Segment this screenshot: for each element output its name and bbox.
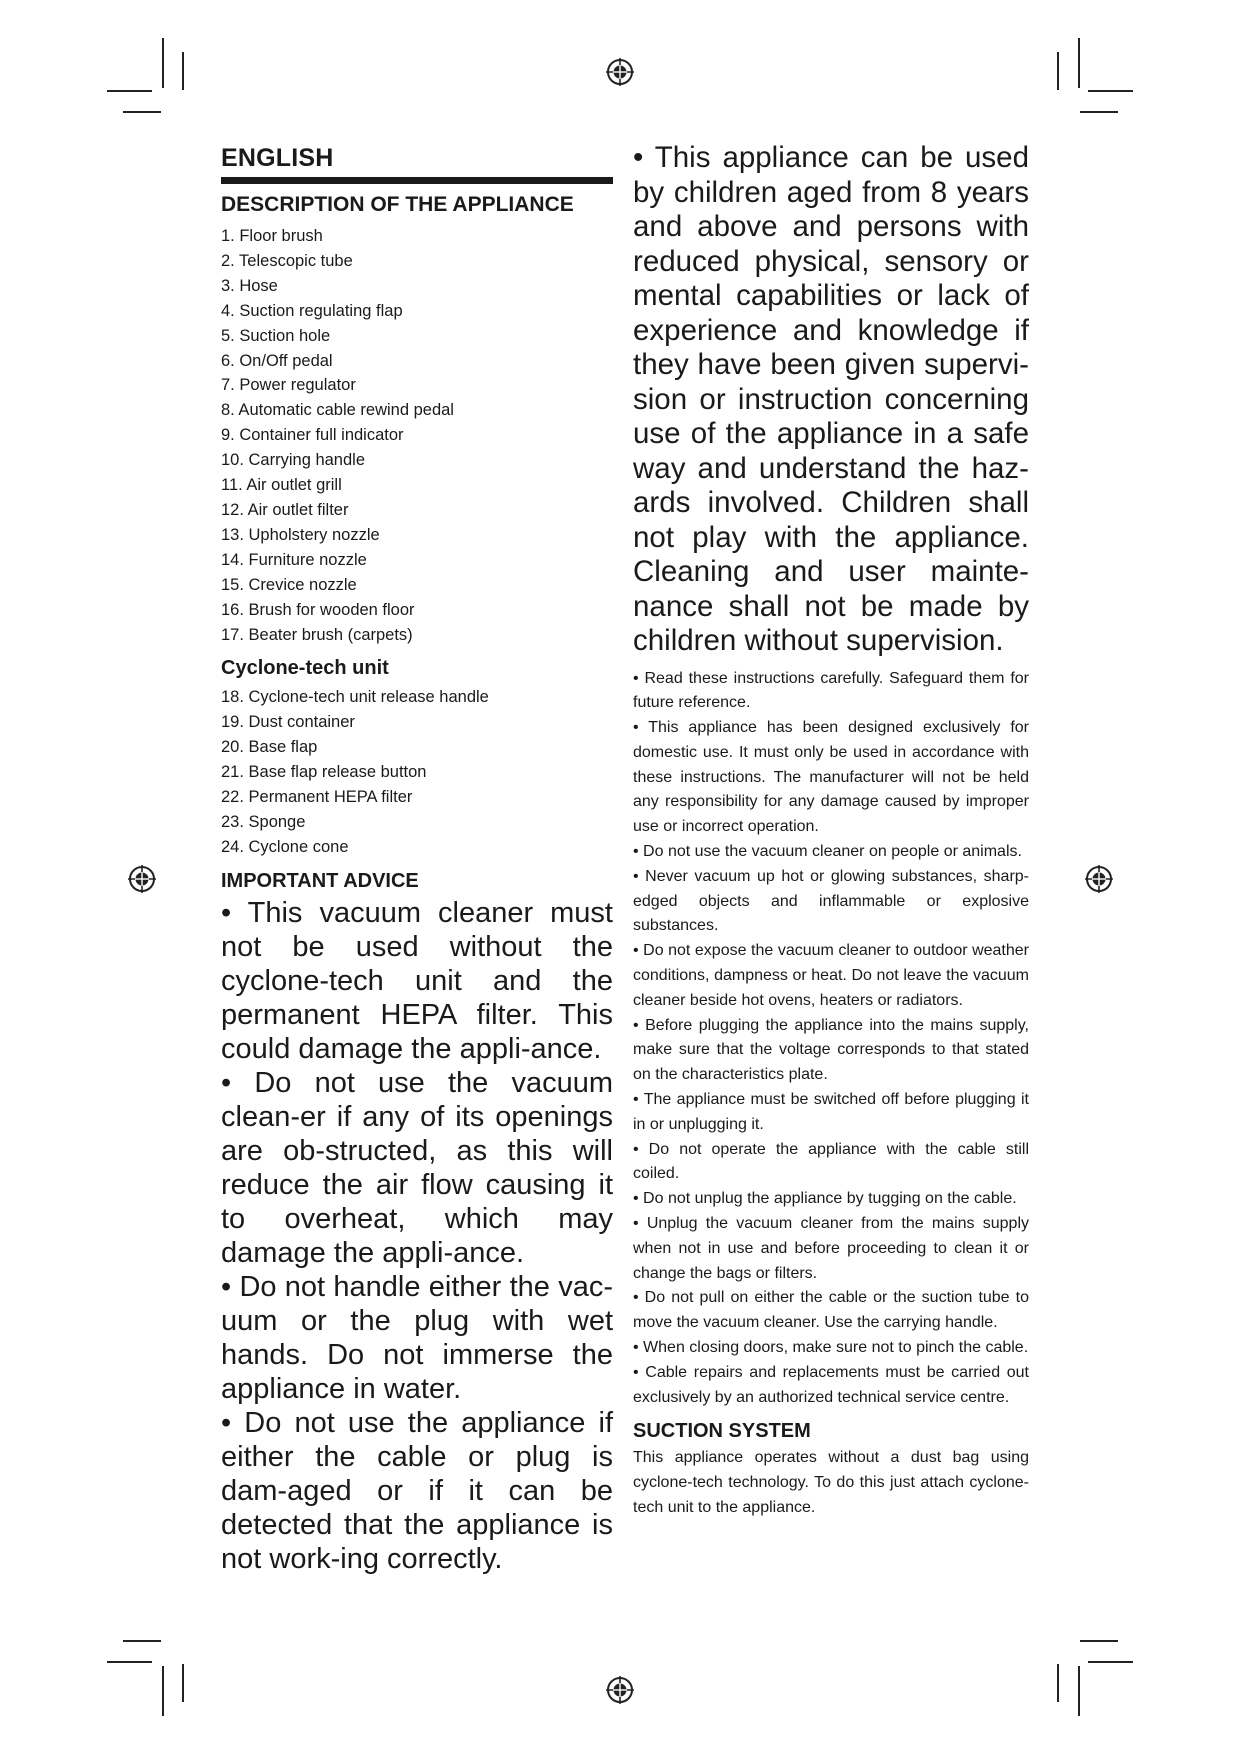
registration-mark-icon [1085,865,1113,893]
registration-mark-icon [606,1676,634,1704]
list-item: 5. Suction hole [221,326,331,345]
list-item: 16. Brush for wooden floor [221,600,415,619]
list-item: 8. Automatic cable rewind pedal [221,401,454,420]
cyclone-heading: Cyclone-tech unit [221,657,389,680]
list-item: 22. Permanent HEPA filter [221,788,413,807]
safety-item: • Unplug the vacuum cleaner from the mains supply when not in use and before proceeding to clean it or change the bags or filters. [633,1215,1029,1282]
safety-item: • Do not operate the appliance with the cable still coiled. [633,1140,1029,1183]
cyclone-parts-list [221,685,613,859]
safety-item: • Do not use the vacuum cleaner on people or animals. [633,843,1022,861]
list-item: 14. Furniture nozzle [221,550,367,569]
list-item: 24. Cyclone cone [221,837,349,856]
safety-item: • Do not expose the vacuum cleaner to outdoor weather conditions, dampness or heat. Do not leave the vacuum cleaner beside hot ovens, heaters or radiators. [633,942,1029,1009]
list-item: 1. Floor brush [221,227,323,245]
list-item: 21. Base flap release button [221,763,427,782]
list-item: 6. On/Off pedal [221,351,333,370]
list-item: 15. Crevice nozzle [221,575,357,594]
list-item: 7. Power regulator [221,376,356,395]
list-item: 10. Carrying handle [221,451,366,470]
safety-item: • This appliance has been designed exclusively for domestic use. It must only be used in accordance with these instructions. The manufacturer will not be held any responsibility for any damage caused by improper use or incorrect operation. [633,719,1029,836]
list-item: 13. Upholstery nozzle [221,525,380,544]
safety-item: • Read these instructions carefully. Safeguard them for future reference. [633,669,1029,712]
advice-paragraph: • Do not use the vacuum clean-er if any of its openings are ob-structed, as this will reduce the air flow causing it to overheat, which may damage the appli-ance. [221,1066,613,1269]
safety-item: • Before plugging the appliance into the mains supply, make sure that the voltage corresponds to that stated on the characteristics plate. [633,1016,1029,1084]
list-item: 3. Hose [221,276,278,295]
list-item: 12. Air outlet filter [221,500,349,519]
list-item: 11. Air outlet grill [221,476,342,495]
list-item: 23. Sponge [221,812,306,831]
advice-heading: IMPORTANT ADVICE [221,869,419,892]
right-column [633,141,1029,1521]
safety-item: • Do not pull on either the cable or the suction tube to move the vacuum cleaner. Use the carrying handle. [633,1289,1029,1332]
safety-item: • When closing doors, make sure not to pinch the cable. [633,1339,1029,1357]
list-item: 19. Dust container [221,713,355,732]
list-item: 2. Telescopic tube [221,251,353,270]
parts-list [221,224,613,647]
safety-item: • Cable repairs and replacements must be carried out exclusively by an authorized technical service centre. [633,1363,1029,1406]
list-item: 9. Container full indicator [221,426,404,445]
registration-mark-icon [128,865,156,893]
list-item: 20. Base flap [221,738,318,757]
suction-text: This appliance operates without a dust bag using cyclone-tech technology. To do this just attach cyclone-tech unit to the appliance. [633,1449,1029,1516]
list-item: 17. Beater brush (carpets) [221,625,413,644]
description-heading: DESCRIPTION OF THE APPLIANCE [221,193,574,216]
suction-heading: SUCTION SYSTEM [633,1420,811,1443]
heading-rule [221,177,613,184]
advice-paragraph: • This vacuum cleaner must not be used without the cyclone-tech unit and the permanent HEPA filter. This could damage the appli-ance. [221,896,613,1065]
registration-mark-icon [606,58,634,86]
safety-item: • The appliance must be switched off before plugging it in or unplugging it. [633,1091,1029,1133]
left-column [221,143,613,1576]
list-item: 4. Suction regulating flap [221,301,403,320]
safety-item: • Never vacuum up hot or glowing substances, sharp-edged objects and inflammable or explosive substances. [633,867,1029,935]
advice-paragraph: • Do not handle either the vac-uum or the plug with wet hands. Do not immerse the appliance in water. [221,1270,613,1405]
list-item: 18. Cyclone-tech unit release handle [221,688,489,707]
language-heading: ENGLISH [221,144,334,172]
children-notice: • This appliance can be used by children aged from 8 years and above and persons with reduced physical, sensory or mental capabilities or lack of experience and knowledge if they have been given supervi-sion or instruction concerning use of the appliance in a safe way and understand the haz-ards involved. Children shall not play with the appliance. Cleaning and user mainte-nance shall not be made by children without supervision. [633,141,1029,657]
safety-item: • Do not unplug the appliance by tugging on the cable. [633,1190,1017,1208]
advice-paragraph: • Do not use the appliance if either the cable or plug is dam-aged or if it can be detected that the appliance is not work-ing correctly. [221,1406,613,1575]
